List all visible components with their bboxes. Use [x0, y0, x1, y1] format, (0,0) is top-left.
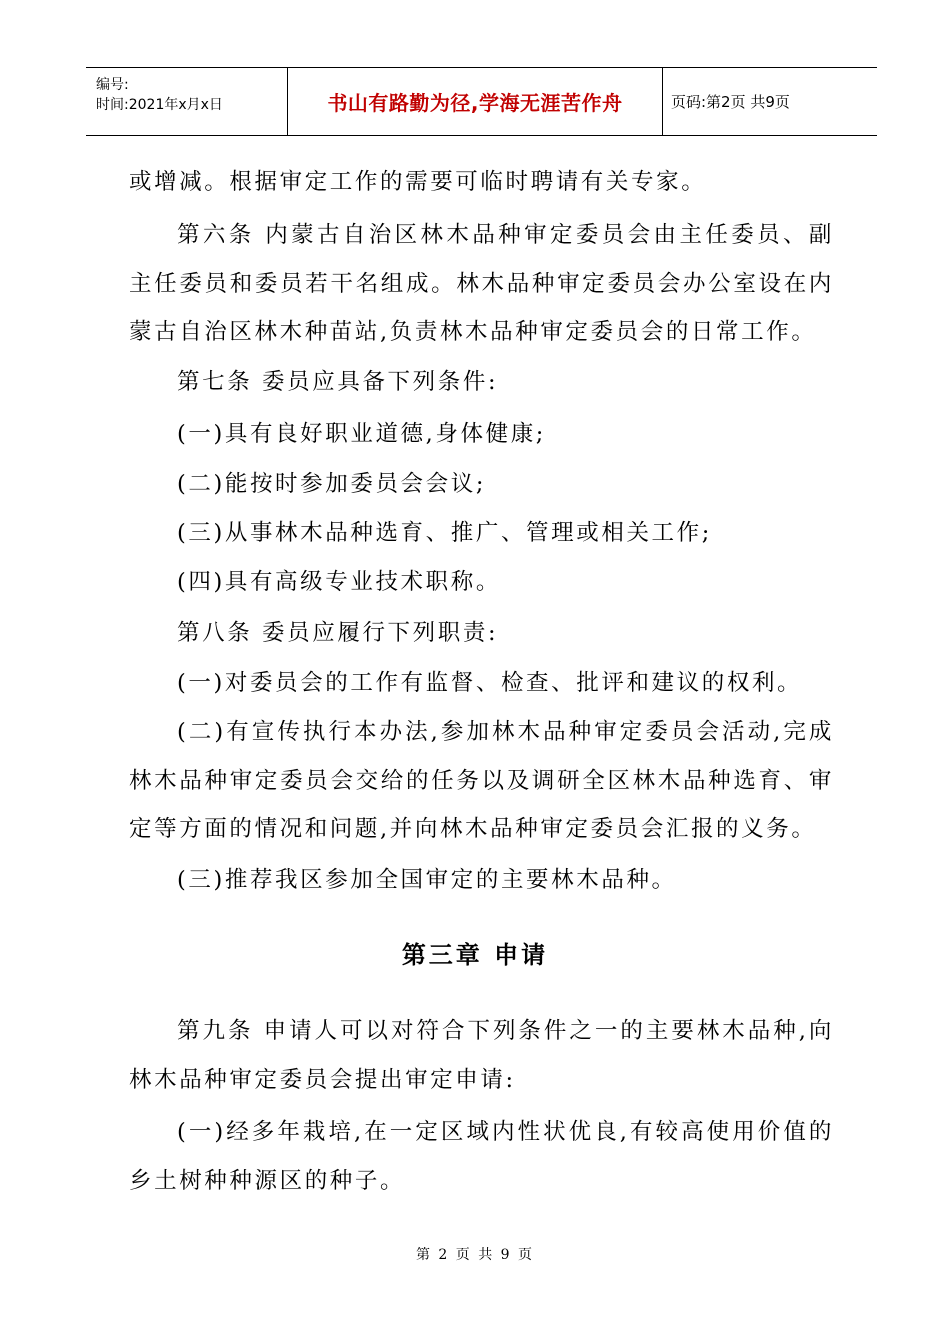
page-footer: 第 2 页 共 9 页: [415, 1247, 535, 1263]
time-label: 时间:2021年x月x日: [96, 97, 223, 113]
page-code: 页码:第2页 共9页: [671, 93, 790, 111]
article-8-item-1: (一)对委员会的工作有监督、检查、批评和建议的权利。: [177, 670, 803, 696]
article-7: 第七条 委员应具备下列条件:: [177, 369, 499, 395]
article-9-item-1: (一)经多年栽培,在一定区域内性状优良,有较高使用价值的乡土树种种源区的种子。: [129, 1119, 834, 1194]
article-7-item-3: (三)从事林木品种选育、推广、管理或相关工作;: [177, 520, 712, 546]
article-8: 第八条 委员应履行下列职责:: [177, 620, 499, 646]
header-page-cell: [663, 68, 877, 135]
header-motto-cell: [288, 68, 663, 135]
article-8-item-3: (三)推荐我区参加全国审定的主要林木品种。: [177, 867, 677, 893]
article-8-item-2: (二)有宣传执行本办法,参加林木品种审定委员会活动,完成林木品种审定委员会交给的任务以及调研全区林木品种选育、审定等方面的情况和问题,并向林木品种审定委员会汇报的义务。: [129, 719, 834, 842]
document-header: [86, 67, 877, 136]
article-7-item-1: (一)具有良好职业道德,身体健康;: [177, 421, 546, 447]
article-7-item-2: (二)能按时参加委员会会议;: [177, 471, 487, 497]
article-9: 第九条 申请人可以对符合下列条件之一的主要林木品种,向林木品种审定委员会提出审定申请:: [129, 1018, 834, 1093]
motto-text: 书山有路勤为径,学海无涯苦作舟: [327, 91, 623, 115]
header-meta-cell: [86, 68, 288, 135]
paragraph-continuation: 或增减。根据审定工作的需要可临时聘请有关专家。: [129, 169, 707, 195]
number-label: 编号:: [96, 77, 129, 93]
chapter-title: 第三章 申请: [401, 941, 549, 969]
article-7-item-4: (四)具有高级专业技术职称。: [177, 569, 501, 595]
article-6: 第六条 内蒙古自治区林木品种审定委员会由主任委员、副主任委员和委员若干名组成。林木品种审定委员会办公室设在内蒙古自治区林木种苗站,负责林木品种审定委员会的日常工作。: [129, 222, 834, 345]
